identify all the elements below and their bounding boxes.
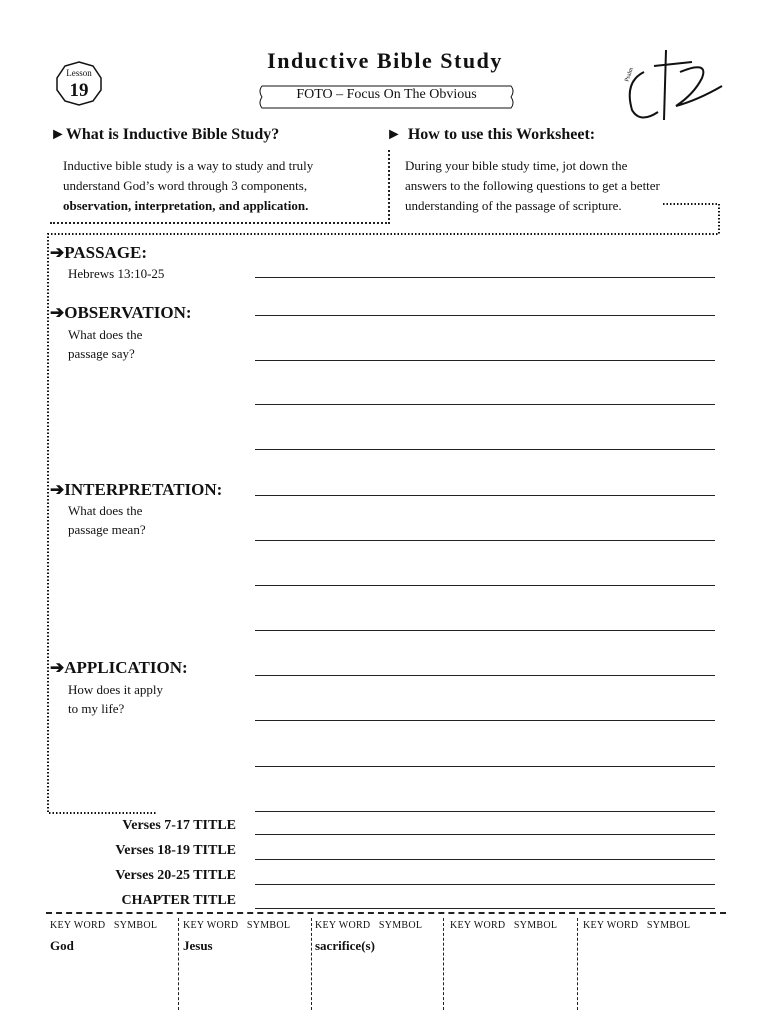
application-prompt1: How does it apply	[68, 682, 163, 697]
arrow-right-icon: ►	[386, 126, 402, 143]
answer-line[interactable]	[255, 315, 715, 316]
title-answer-line[interactable]	[255, 834, 715, 835]
intro-left-line2: understand God’s word through 3 components,	[63, 178, 308, 193]
intro-right-line3: understanding of the passage of scripture.	[405, 198, 622, 213]
arrow-right-icon: ➔	[50, 480, 65, 499]
title-answer-line[interactable]	[255, 908, 715, 909]
keyword-header: KEY WORD SYMBOL	[450, 920, 558, 931]
answer-line[interactable]	[255, 277, 715, 278]
answer-line[interactable]	[255, 495, 715, 496]
keyword-divider	[46, 912, 726, 914]
arrow-right-icon: ➔	[50, 303, 65, 322]
keyword-column-divider	[178, 918, 179, 1010]
verses-18-19-title-label: Verses 18-19 TITLE	[115, 843, 236, 858]
verses-20-25-title-label: Verses 20-25 TITLE	[115, 868, 236, 883]
keyword-header: KEY WORD SYMBOL	[183, 920, 291, 931]
intro-left-line1: Inductive bible study is a way to study and truly	[63, 158, 314, 173]
interpretation-heading: ➔INTERPRETATION:	[50, 480, 223, 499]
keyword-column-divider	[311, 918, 312, 1010]
keyword-column-divider	[443, 918, 444, 1010]
answer-line[interactable]	[255, 630, 715, 631]
interpretation-prompt2: passage mean?	[68, 522, 146, 537]
intro-left-line3: observation, interpretation, and application.	[63, 198, 309, 213]
subtitle: FOTO – Focus On The Obvious	[296, 87, 477, 102]
answer-line[interactable]	[255, 766, 715, 767]
keyword-header: KEY WORD SYMBOL	[583, 920, 691, 931]
answer-line[interactable]	[255, 585, 715, 586]
arrow-right-icon: ►	[50, 126, 66, 143]
interpretation-prompt1: What does the	[68, 503, 143, 518]
answer-line[interactable]	[255, 404, 715, 405]
keyword-header: KEY WORD SYMBOL	[315, 920, 423, 931]
observation-prompt2: passage say?	[68, 346, 135, 361]
verses-7-17-title-label: Verses 7-17 TITLE	[122, 818, 236, 833]
application-heading: ➔APPLICATION:	[50, 658, 188, 677]
answer-line[interactable]	[255, 540, 715, 541]
chapter-title-label: CHAPTER TITLE	[121, 893, 236, 908]
how-to-heading: ► How to use this Worksheet:	[386, 126, 596, 143]
intro-right-line1: During your bible study time, jot down the	[405, 158, 628, 173]
arrow-right-icon: ➔	[50, 658, 65, 677]
passage-heading: ➔PASSAGE:	[50, 243, 148, 262]
answer-line[interactable]	[255, 449, 715, 450]
keyword-value[interactable]: God	[50, 938, 74, 953]
keyword-header: KEY WORD SYMBOL	[50, 920, 158, 931]
page-title: Inductive Bible Study	[267, 48, 503, 73]
intro-right-line2: answers to the following questions to get a better	[405, 178, 660, 193]
observation-heading: ➔OBSERVATION:	[50, 303, 192, 322]
passage-reference: Hebrews 13:10-25	[68, 266, 165, 281]
answer-line[interactable]	[255, 360, 715, 361]
title-answer-line[interactable]	[255, 859, 715, 860]
observation-prompt1: What does the	[68, 327, 143, 342]
keyword-column-divider	[577, 918, 578, 1010]
lesson-label: Lesson	[66, 68, 92, 78]
lesson-number: 19	[69, 80, 89, 101]
keyword-value[interactable]: sacrifice(s)	[315, 938, 375, 953]
application-prompt2: to my life?	[68, 701, 125, 716]
answer-line[interactable]	[255, 675, 715, 676]
what-is-heading: ►What is Inductive Bible Study?	[50, 126, 280, 143]
svg-text:Psalm: Psalm	[624, 66, 635, 83]
arrow-right-icon: ➔	[50, 243, 65, 262]
keyword-value[interactable]: Jesus	[183, 938, 213, 953]
answer-line[interactable]	[255, 720, 715, 721]
title-answer-line[interactable]	[255, 884, 715, 885]
answer-line[interactable]	[255, 811, 715, 812]
